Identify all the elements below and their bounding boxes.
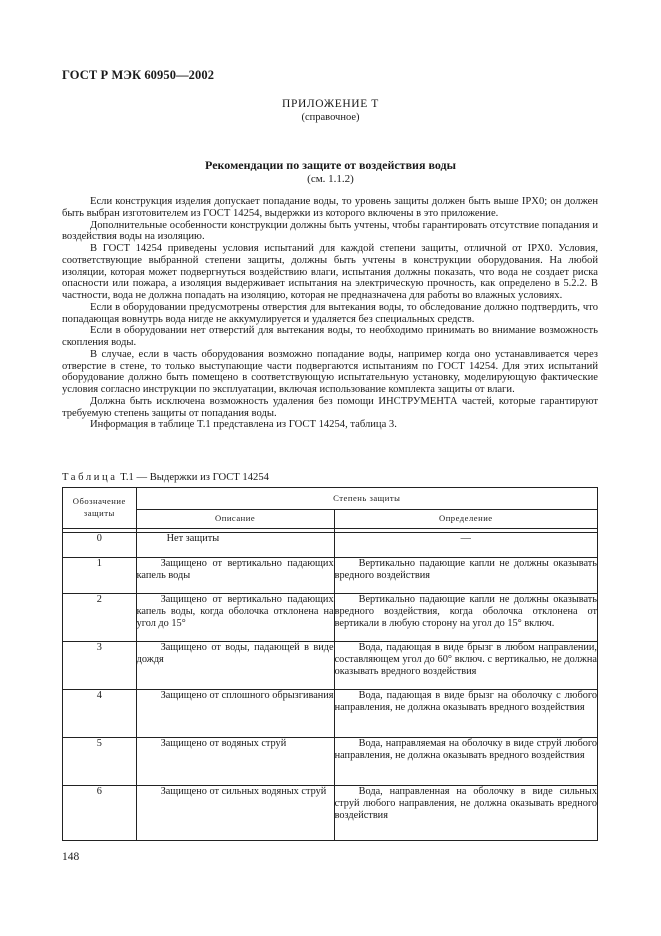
header-definition: Определение <box>334 510 597 529</box>
table-row <box>63 690 598 738</box>
row-description: Нет защиты <box>136 533 334 558</box>
row-definition: Вода, направляемая на оболочку в виде струй любого направления, не должна оказывать вредного воздействия <box>334 738 597 786</box>
table-subheader-row <box>63 510 598 529</box>
paragraph: Дополнительные особенности конструкции должны быть учтены, чтобы гарантировать отсутствие попадания и воздействия воды на изоляцию. <box>62 219 598 243</box>
table-caption-text: T.1 — Выдержки из ГОСТ 14254 <box>120 472 269 483</box>
document-header: ГОСТ Р МЭК 60950—2002 <box>62 68 215 82</box>
row-code: 4 <box>63 690 137 738</box>
row-code: 1 <box>63 558 137 594</box>
paragraph: Если в оборудовании нет отверстий для вытекания воды, то необходимо принимать во внимание возможность скопления воды. <box>62 325 598 348</box>
table-row <box>63 533 598 558</box>
table-caption-label: Таблица <box>62 472 118 483</box>
row-description: Защищено от водяных струй <box>136 738 334 786</box>
header-description: Описание <box>136 510 334 529</box>
header-code: Обозначение защиты <box>63 488 137 529</box>
section-reference: (см. 1.1.2) <box>307 173 354 185</box>
paragraph: Если конструкция изделия допускает попадание воды, то уровень защиты должен быть выше IPX0; он должен быть выбран изготовителем из ГОСТ 14254, выдержки из которого включены в это приложение. <box>62 196 598 219</box>
paragraph: В случае, если в часть оборудования возможно попадание воды, например когда оно устанавливается через отверстие в стене, то только выступающие части подвергаются испытаниям по ГОСТ 14254. Для этих испытаний оборудование должно быть помещено в соответствующую испытательную установку, моделирующую фактические условия согласно инструкции по эксплуатации, включая использование комплекта защиты от влаги. <box>62 348 598 395</box>
row-definition: Вода, падающая в виде брызг на оболочку с любого направления, не должна оказывать вредного воздействия <box>334 690 597 738</box>
row-code: 0 <box>63 533 137 558</box>
table-row <box>63 642 598 690</box>
row-description: Защищено от сплошного обрызгивания <box>136 690 334 738</box>
page-number: 148 <box>62 851 80 863</box>
section-title: Рекомендации по защите от воздействия воды <box>205 158 456 172</box>
table-caption <box>62 472 269 483</box>
row-code: 5 <box>63 738 137 786</box>
row-definition: Вода, падающая в виде брызг в любом направлении, составляющем угол до 60° включ. с вертикалью, не должна оказывать вредного воздействия <box>334 642 597 690</box>
table-row <box>63 786 598 841</box>
row-definition: Вертикально падающие капли не должны оказывать вредного воздействия <box>334 558 597 594</box>
row-definition: — <box>334 533 597 558</box>
row-code: 2 <box>63 594 137 642</box>
protection-table <box>62 487 598 841</box>
paragraph: В ГОСТ 14254 приведены условия испытаний для каждой степени защиты, отличной от IPX0. Условия, соответствующие выбранной степени защиты, должны быть учтены в конструкции оборудования. На любой изоляции, которая может подвергнуться воздействию влаги, испытания должны показать, что вода не создает риска опасности или пожара, а изоляция выдерживает испытания на электрическую прочность, как определено в 5.2.2. В частности, вода не должна попадать на изоляцию, которая не предназначена для работы во влажных условиях. <box>62 243 598 301</box>
paragraph: Должна быть исключена возможность удаления без помощи ИНСТРУМЕНТА частей, которые гарантируют требуемую степень защиты от попадания воды. <box>62 395 598 419</box>
table-row <box>63 558 598 594</box>
row-definition: Вертикально падающие капли не должны оказывать вредного воздействия, когда оболочка отклонена от вертикали в любую сторону на угол до 15° включ. <box>334 594 597 642</box>
row-description: Защищено от воды, падающей в виде дождя <box>136 642 334 690</box>
row-code: 6 <box>63 786 137 841</box>
header-degree: Степень защиты <box>136 488 597 510</box>
row-description: Защищено от сильных водяных струй <box>136 786 334 841</box>
appendix-subtitle: (справочное) <box>301 112 360 123</box>
row-code: 3 <box>63 642 137 690</box>
table-row <box>63 594 598 642</box>
appendix-title: ПРИЛОЖЕНИЕ T <box>282 98 379 110</box>
row-definition: Вода, направленная на оболочку в виде сильных струй любого направления, не должна оказывать вредного воздействия <box>334 786 597 841</box>
paragraph: Если в оборудовании предусмотрены отверстия для вытекания воды, то обследование должно подтвердить, что попадающая вовнутрь вода нигде не аккумулируется и удаляется без специальных средств. <box>62 301 598 325</box>
paragraph: Информация в таблице T.1 представлена из ГОСТ 14254, таблица 3. <box>90 419 397 431</box>
body-text <box>62 196 598 431</box>
row-description: Защищено от вертикально падающих капель воды, когда оболочка отклонена на угол до 15° <box>136 594 334 642</box>
table-row <box>63 738 598 786</box>
row-description: Защищено от вертикально падающих капель воды <box>136 558 334 594</box>
table-header-row <box>63 488 598 510</box>
